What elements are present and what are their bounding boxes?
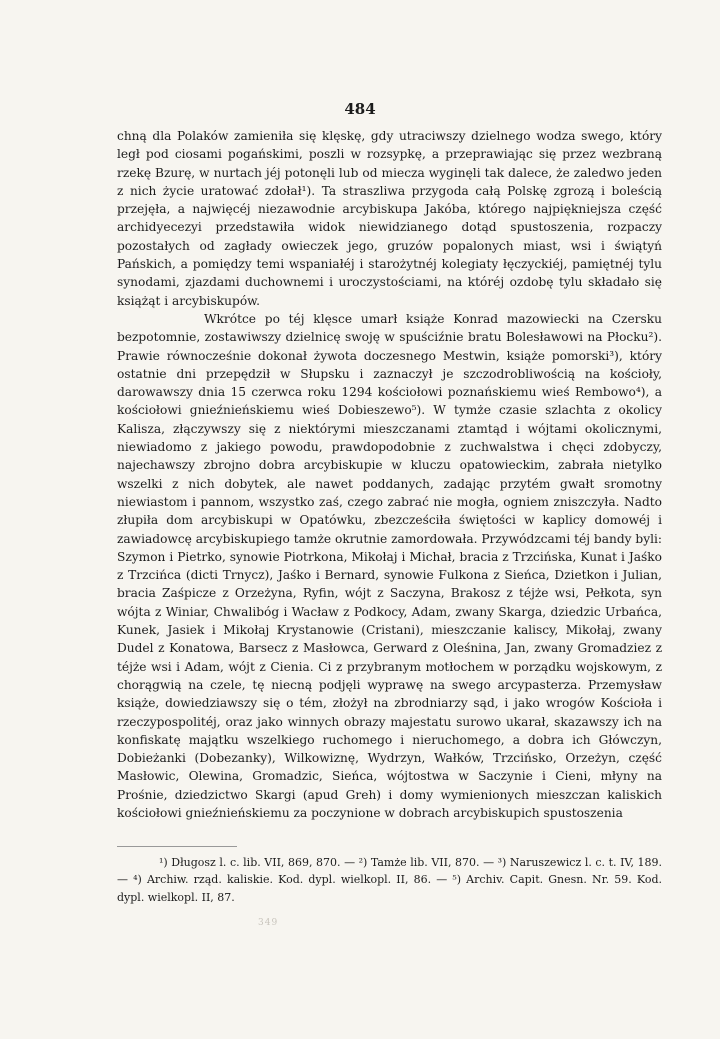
main-text	[117, 127, 662, 822]
footnote-text: ¹) Długosz l. c. lib. VII, 869, 870. — ²) Tamże lib. VII, 870. — ³) Naruszewicz l. c. t. IV, 189. — ⁴) Archiw. rząd. kaliskie. Kod. dypl. wielkopl. II, 86. — ⁵) Archiv. Capit. Gnesn. Nr. 59. Kod. dypl. wielkopl. II, 87.	[117, 856, 662, 904]
paragraph-2: Wkrótce po téj klęsce umarł książe Konrad mazowiecki na Czersku bezpotomnie, zostawiwszy dzielnicę swoję w spuściźnie bratu Bolesławowi na Płocku²). Prawie równocześnie dokonał żywota doczesnego Mestwin, książe pomorski³), który ostatnie dni przepędził w Słupsku i zaznaczył je szczodrobliwością na kościoły, darowawszy dnia 15 czerwca roku 1294 kościołowi poznańskiemu wieś Rembowo⁴), a kościołowi gnieźnieńskiemu wieś Dobieszewo⁵). W tymże czasie szlachta z okolicy Kalisza, złączywszy się z niektórymi mieszczanami ztamtąd i wójtami okolicznymi, niewiadomo z jakiego powodu, prawdopodobnie z zuchwalstwa i chęci zdobyczy, najechawszy zbrojno dobra arcybiskupie w kluczu opatowieckim, zabrała nietylko wszelki z nich dobytek, ale nawet poddanych, zadając przytém gwałt sromotny niewiastom i pannom, wszystko zaś, czego zabrać nie mogła, ogniem zniszczyła. Nadto złupiła dom arcybiskupi w Opatówku, zbezcześciła świętości w kaplicy domowéj i zawiadowcę arcybiskupiego tamże okrutnie zamordowała. Przywódzcami téj bandy byli: Szymon i Pietrko, synowie Piotrkona, Mikołaj i Michał, bracia z Trzcińska, Kunat i Jaśko z Trzcińca (dicti Trnycz), Jaśko i Bernard, synowie Fulkona z Sieńca, Dzietkon i Julian, bracia Zaśpicze z Orzeżyna, Ryfin, wójt z Saczyna, Brakosz z téjże wsi, Pełkota, syn wójta z Winiar, Chwalibóg i Wacław z Podkocy, Adam, zwany Skarga, dziedzic Urbańca, Kunek, Jasiek i Mikołaj Krystanowie (Cristani), mieszczanie kaliscy, Mikołaj, zwany Dudel z Konatowa, Barsecz z Masłowca, Gerward z Oleśnina, Jan, zwany Gromadziez z téjże wsi i Adam, wójt z Cienia. Ci z przybranym motłochem w porządku wojskowym, z chorągwią na czele, tę niecną podjęli wyprawę na swego arcypasterza. Przemysław książe, dowiedziawszy się o tém, złożył na zbrodniarzy sąd, i jako wrogów Kościoła i rzeczypospolitéj, oraz jako winnych obrazy majestatu surowo ukarał, skazawszy ich na konfiskatę majątku wszelkiego ruchomego i nieruchomego, a dobra ich Główczyn, Dobieżanki (Dobezanky), Wilkowiznę, Wydrzyn, Wałków, Trzcińsko, Orzeżyn, część Masłowic, Olewina, Gromadzic, Sieńca, wójtostwa w Saczynie i Cieni, młyny na Prośnie, dziedzictwo Skargi (apud Greh) i domy wymienionych mieszczan kaliskich kościołowi gnieźnieńskiemu za poczynione w dobrach arcybiskupich spustoszenia	[117, 311, 662, 820]
paragraph-1: chną dla Polaków zamieniła się klęskę, gdy utraciwszy dzielnego wodza swego, który legł pod ciosami pogańskimi, poszli w rozsypkę, a przeprawiając się przez wezbraną rzekę Bzurę, w nurtach jéj potonęli lub od miecza wyginęli tak dalece, że zaledwo jeden z nich życie uratować zdołał¹). Ta straszliwa przygoda całą Polskę zgrozą i boleścią przejęła, a najwięcéj niezawodnie arcybiskupa Jakóba, którego najpiękniejsza część archidyecezyi przedstawiła widok niewidzianego dotąd spustoszenia, rozpaczy pozostałych od zagłady owieczek jego, gruzów popalonych miast, wsi i świątyń Pańskich, a pomiędzy temi wspaniałéj i starożytnéj kolegiaty łęczyckiéj, pamiętnéj tylu synodami, zjazdami duchownemi i uroczystościami, na któréj ozdobę tylu składało się książąt i arcybiskupów.	[117, 129, 662, 308]
footnote-divider	[117, 846, 237, 847]
page-number: 484	[344, 100, 376, 118]
footnotes	[117, 854, 662, 906]
faint-stamp-mark: 349	[258, 918, 279, 928]
